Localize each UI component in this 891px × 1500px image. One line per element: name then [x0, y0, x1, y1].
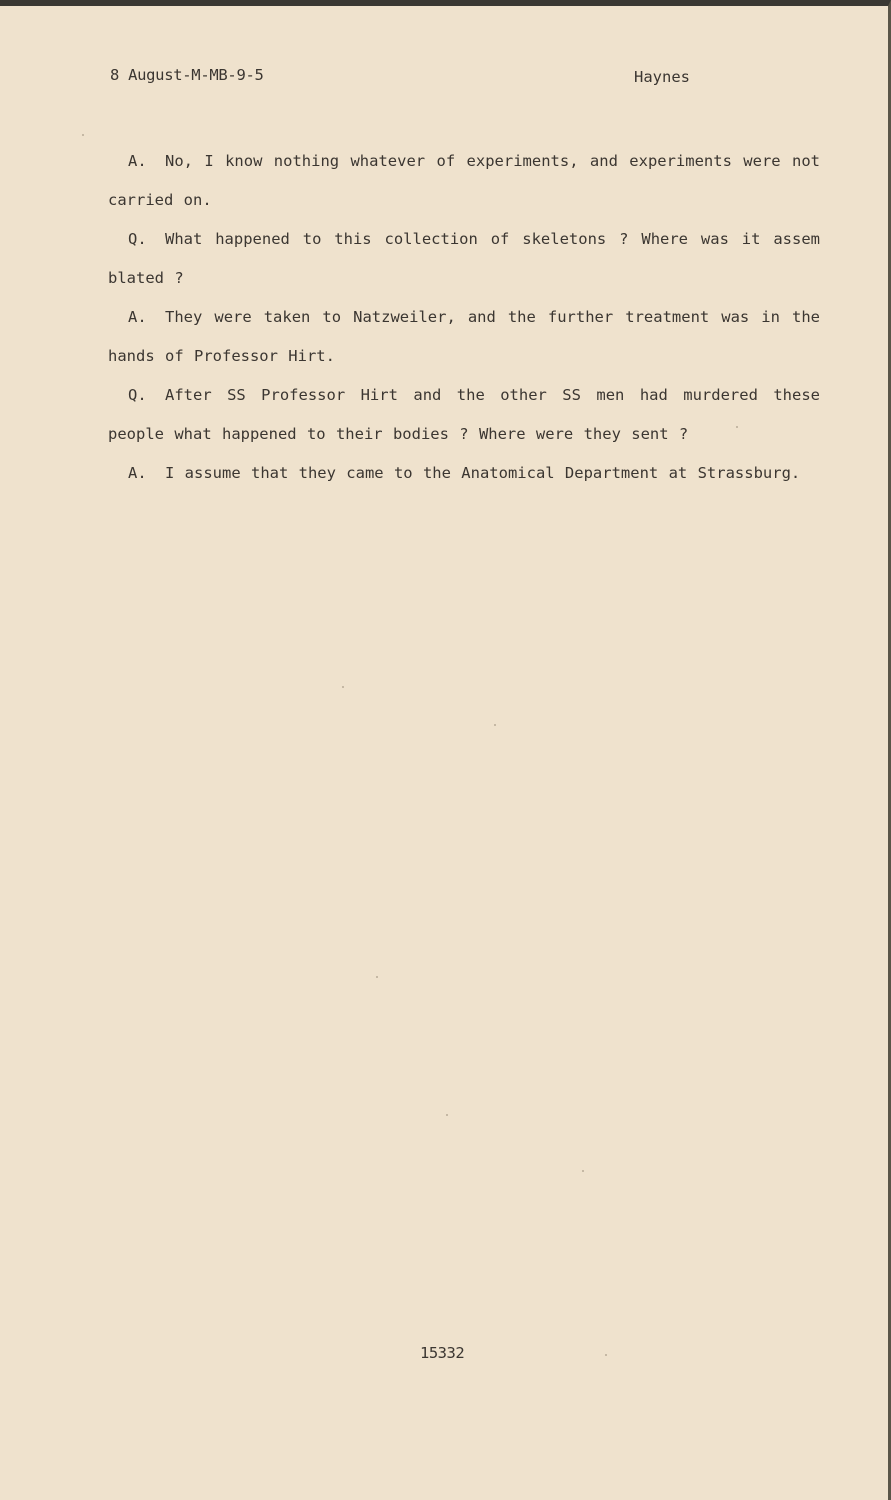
speaker-label: A.: [128, 308, 147, 326]
entry-text: I assume that they came to the Anatomical Department at Strassburg.: [165, 464, 801, 482]
entry-text: After SS Professor Hirt and the other SS men had murdered these people what happened to their bodies ? Where were they sent ?: [108, 386, 820, 443]
transcript-entry: [108, 220, 820, 297]
entry-text: They were taken to Natzweiler, and the further treatment was in the hands of Professor Hirt.: [108, 308, 820, 365]
speaker-label: Q.: [128, 386, 147, 404]
paper-speck: [494, 724, 496, 726]
paper-speck: [82, 134, 84, 136]
transcript-entry: [108, 298, 820, 375]
paper-speck: [446, 1114, 448, 1116]
transcript-entry: [108, 454, 820, 493]
document-reference: 8 August-M-MB-9-5: [110, 66, 264, 84]
paper-speck: [736, 426, 738, 428]
paper-speck: [342, 686, 344, 688]
speaker-label: A.: [128, 464, 147, 482]
entry-text: No, I know nothing whatever of experiments, and experiments were not carried on.: [108, 152, 820, 209]
paper-speck: [582, 1170, 584, 1172]
paper-speck: [605, 1354, 607, 1356]
paper-speck: [376, 976, 378, 978]
page-number: 15332: [420, 1344, 465, 1362]
speaker-label: Q.: [128, 230, 147, 248]
witness-name: Haynes: [634, 68, 690, 86]
transcript-body: [108, 142, 820, 494]
entry-text: What happened to this collection of skeletons ? Where was it assem blated ?: [108, 230, 820, 287]
transcript-entry: [108, 142, 820, 219]
speaker-label: A.: [128, 152, 147, 170]
transcript-entry: [108, 376, 820, 453]
